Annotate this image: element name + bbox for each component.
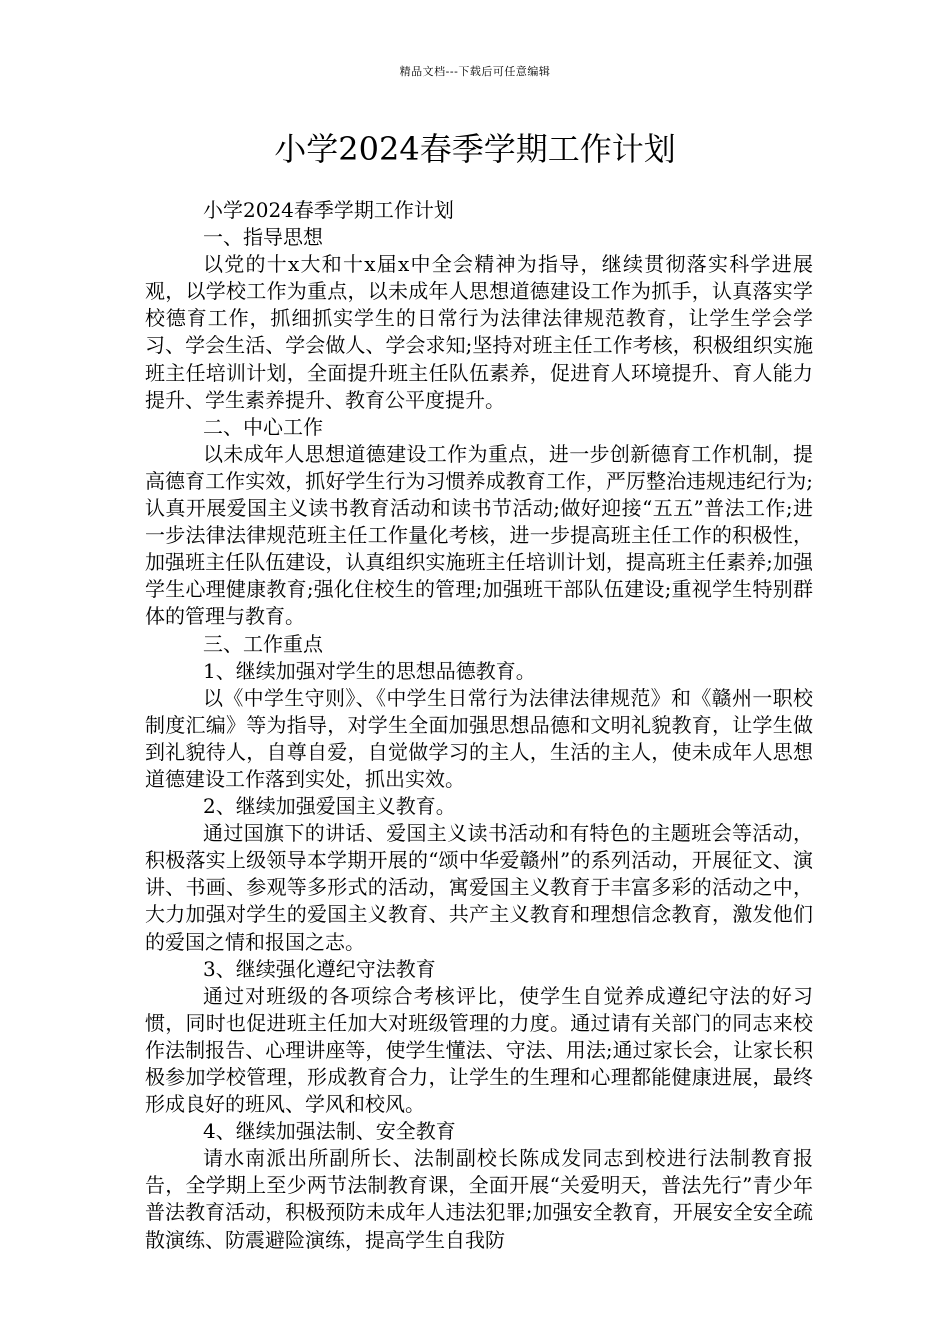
subsection-heading: 1、继续加强对学生的思想品德教育。	[203, 658, 536, 683]
section-heading-central-work: 二、中心工作	[203, 414, 323, 439]
section-heading-work-focus: 三、工作重点	[203, 631, 323, 656]
body-paragraph: 通过国旗下的讲话、爱国主义读书活动和有特色的主题班会等活动，积极落实上级领导本学期开展的“颂中华爱赣州”的系列活动，开展征文、演讲、书画、参观等多形式的活动，寓爱国主义教育于丰富多彩的活动之中，大力加强对学生的爱国主义教育、共产主义教育和理想信念教育，激发他们的爱国之情和报国之志。	[145, 821, 813, 954]
body-paragraph: 以党的十x大和十x届x中全会精神为指导，继续贯彻落实科学进展观，以学校工作为重点，以未成年人思想道德建设工作为抓手，认真落实学校德育工作，抓细抓实学生的日常行为法律法律规范教育，让学生学会学习、学会生活、学会做人、学会求知;坚持对班主任工作考核，积极组织实施班主任培训计划，全面提升班主任队伍素养，促进育人环境提升、育人能力提升、学生素养提升、教育公平度提升。	[145, 252, 813, 412]
body-paragraph: 以未成年人思想道德建设工作为重点，进一步创新德育工作机制，提高德育工作实效，抓好学生行为习惯养成教育工作，严厉整治违规违纪行为;认真开展爱国主义读书教育活动和读书节活动;做好迎接“五五”普法工作;进一步法律法律规范班主任工作量化考核，进一步提高班主任工作的积极性，加强班主任队伍建设，认真组织实施班主任培训计划，提高班主任素养;加强学生心理健康教育;强化住校生的管理;加强班干部队伍建设;重视学生特别群体的管理与教育。	[145, 441, 813, 629]
body-paragraph: 通过对班级的各项综合考核评比，使学生自觉养成遵纪守法的好习惯，同时也促进班主任加大对班级管理的力度。通过请有关部门的同志来校作法制报告、心理讲座等，使学生懂法、守法、用法;通过家长会，让家长积极参加学校管理，形成教育合力，让学生的生理和心理都能健康进展，最终形成良好的班风、学风和校风。	[145, 983, 813, 1117]
subsection-heading: 3、继续强化遵纪守法教育	[203, 956, 436, 981]
header-note: 精品文档---下载后可任意编辑	[399, 65, 551, 78]
subsection-heading: 4、继续加强法制、安全教育	[203, 1119, 456, 1144]
body-subtitle: 小学2024春季学期工作计划	[203, 198, 454, 222]
section-heading-guiding-ideology: 一、指导思想	[203, 225, 323, 250]
document-title: 小学2024春季学期工作计划	[274, 130, 676, 168]
body-paragraph: 以《中学生守则》、《中学生日常行为法律法律规范》和《赣州一职校制度汇编》等为指导，对学生全面加强思想品德和文明礼貌教育，让学生做到礼貌待人，自尊自爱，自觉做学习的主人，生活的主人，使未成年人思想道德建设工作落到实处，抓出实效。	[145, 685, 813, 791]
subsection-heading: 2、继续加强爱国主义教育。	[203, 794, 456, 819]
document-body	[145, 197, 813, 1254]
body-paragraph: 请水南派出所副所长、法制副校长陈成发同志到校进行法制教育报告，全学期上至少两节法制教育课，全面开展“关爱明天，普法先行”青少年普法教育活动，积极预防未成年人违法犯罪;加强安全教育，开展安全安全疏散演练、防震避险演练，提高学生自我防	[145, 1146, 813, 1252]
